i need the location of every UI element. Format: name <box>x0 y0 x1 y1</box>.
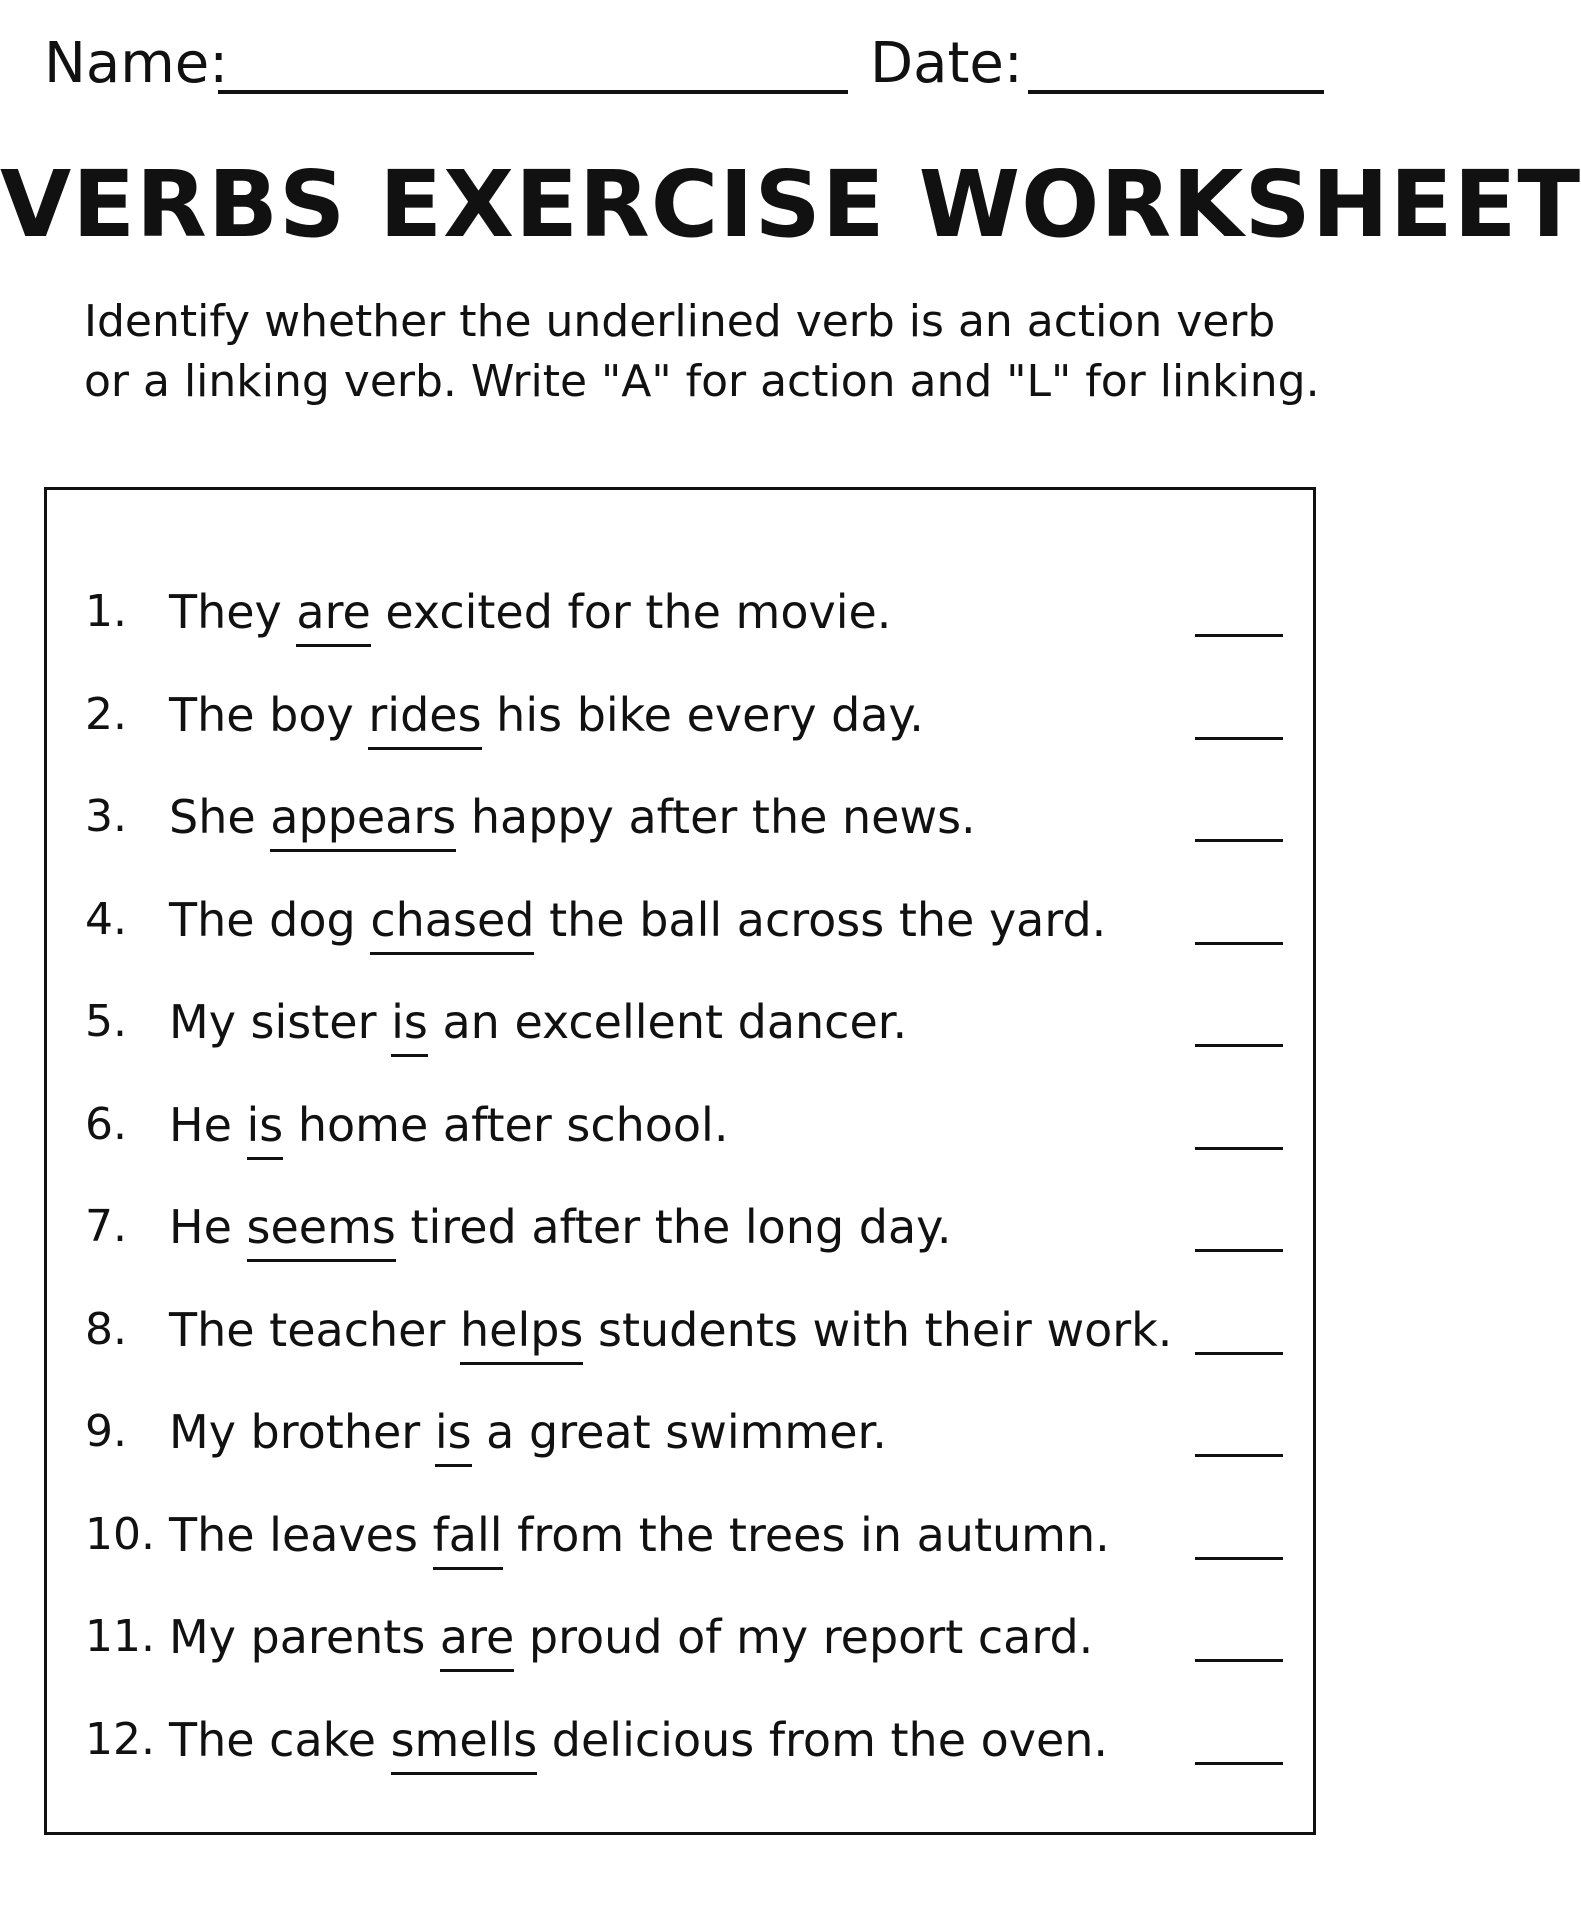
question-row <box>47 1388 1313 1478</box>
answer-blank[interactable] <box>1195 634 1283 637</box>
question-number: 11. <box>85 1611 155 1662</box>
answer-blank[interactable] <box>1195 1249 1283 1252</box>
question-text <box>169 1300 1172 1365</box>
question-text <box>169 1197 951 1262</box>
answer-blank[interactable] <box>1195 1659 1283 1662</box>
underlined-verb: is <box>435 1406 472 1467</box>
question-number: 12. <box>85 1713 155 1765</box>
sentence-start: They <box>169 585 297 639</box>
question-row <box>47 978 1313 1068</box>
sentence-end: an excellent dancer. <box>427 995 908 1049</box>
question-row <box>47 1696 1313 1786</box>
question-row <box>47 568 1313 658</box>
sentence-start: She <box>169 790 271 844</box>
sentence-start: He <box>169 1097 247 1152</box>
exercise-box <box>44 487 1316 1835</box>
underlined-verb: is <box>391 996 428 1057</box>
name-field[interactable] <box>218 90 848 94</box>
header-row <box>44 22 1324 102</box>
answer-blank[interactable] <box>1195 1044 1283 1047</box>
answer-blank[interactable] <box>1195 1147 1283 1150</box>
underlined-verb: helps <box>460 1304 583 1365</box>
sentence-start: My parents <box>169 1610 440 1664</box>
question-text <box>169 1095 728 1160</box>
underlined-verb: are <box>296 586 370 647</box>
underlined-verb: fall <box>433 1509 503 1570</box>
question-row <box>47 1593 1313 1683</box>
instructions-line-1: Identify whether the underlined verb is an action verb <box>84 296 1276 347</box>
answer-blank[interactable] <box>1195 737 1283 740</box>
underlined-verb: appears <box>270 791 456 852</box>
sentence-end: home after school. <box>283 1097 729 1152</box>
question-text <box>169 787 976 852</box>
sentence-end: delicious from the oven. <box>537 1712 1109 1767</box>
date-field[interactable] <box>1028 90 1324 94</box>
question-row <box>47 671 1313 761</box>
sentence-end: the ball across the yard. <box>534 892 1107 947</box>
answer-blank[interactable] <box>1195 1762 1283 1765</box>
sentence-end: his bike every day. <box>481 687 924 742</box>
answer-blank[interactable] <box>1195 942 1283 945</box>
question-row <box>47 1286 1313 1376</box>
question-text <box>169 685 924 750</box>
question-row <box>47 773 1313 863</box>
question-number: 4. <box>85 893 127 945</box>
sentence-start: The boy <box>169 687 369 742</box>
question-row <box>47 1081 1313 1171</box>
question-row <box>47 876 1313 966</box>
question-number: 2. <box>85 688 127 740</box>
worksheet-title: VERBS EXERCISE WORKSHEET <box>0 151 1581 258</box>
instructions <box>84 292 1320 412</box>
sentence-end: students with their work. <box>583 1302 1173 1357</box>
underlined-verb: smells <box>391 1714 538 1775</box>
question-number: 1. <box>85 586 127 637</box>
sentence-start: The leaves <box>169 1507 433 1562</box>
date-label: Date: <box>870 31 1023 96</box>
question-number: 8. <box>85 1303 127 1355</box>
question-number: 7. <box>85 1201 127 1252</box>
question-text <box>169 1607 1093 1672</box>
sentence-end: a great swimmer. <box>471 1405 887 1459</box>
question-number: 6. <box>85 1098 127 1150</box>
sentence-start: The dog <box>169 892 371 947</box>
underlined-verb: seems <box>247 1201 396 1262</box>
question-number: 10. <box>85 1508 155 1560</box>
sentence-end: from the trees in autumn. <box>502 1507 1110 1562</box>
sentence-end: proud of my report card. <box>514 1610 1094 1664</box>
sentence-start: He <box>169 1200 247 1254</box>
sentence-start: The teacher <box>169 1302 460 1357</box>
question-number: 5. <box>85 996 127 1047</box>
question-text <box>169 1402 887 1467</box>
name-label: Name: <box>44 31 229 96</box>
question-number: 3. <box>85 791 127 842</box>
underlined-verb: rides <box>368 689 481 750</box>
question-text <box>169 1710 1108 1775</box>
question-text <box>169 992 907 1057</box>
sentence-end: happy after the news. <box>456 790 976 844</box>
question-text <box>169 582 891 647</box>
question-text <box>169 890 1106 955</box>
underlined-verb: chased <box>370 894 534 955</box>
sentence-start: The cake <box>169 1712 391 1767</box>
sentence-start: My brother <box>169 1405 435 1459</box>
answer-blank[interactable] <box>1195 1557 1283 1560</box>
instructions-line-2: or a linking verb. Write "A" for action and "L" for linking. <box>84 356 1320 407</box>
question-row <box>47 1183 1313 1273</box>
question-text <box>169 1505 1110 1570</box>
question-row <box>47 1491 1313 1581</box>
answer-blank[interactable] <box>1195 1454 1283 1457</box>
underlined-verb: is <box>247 1099 284 1160</box>
sentence-end: excited for the movie. <box>370 585 892 639</box>
answer-blank[interactable] <box>1195 839 1283 842</box>
sentence-start: My sister <box>169 995 392 1049</box>
underlined-verb: are <box>440 1611 514 1672</box>
sentence-end: tired after the long day. <box>395 1200 952 1254</box>
question-number: 9. <box>85 1406 127 1457</box>
answer-blank[interactable] <box>1195 1352 1283 1355</box>
